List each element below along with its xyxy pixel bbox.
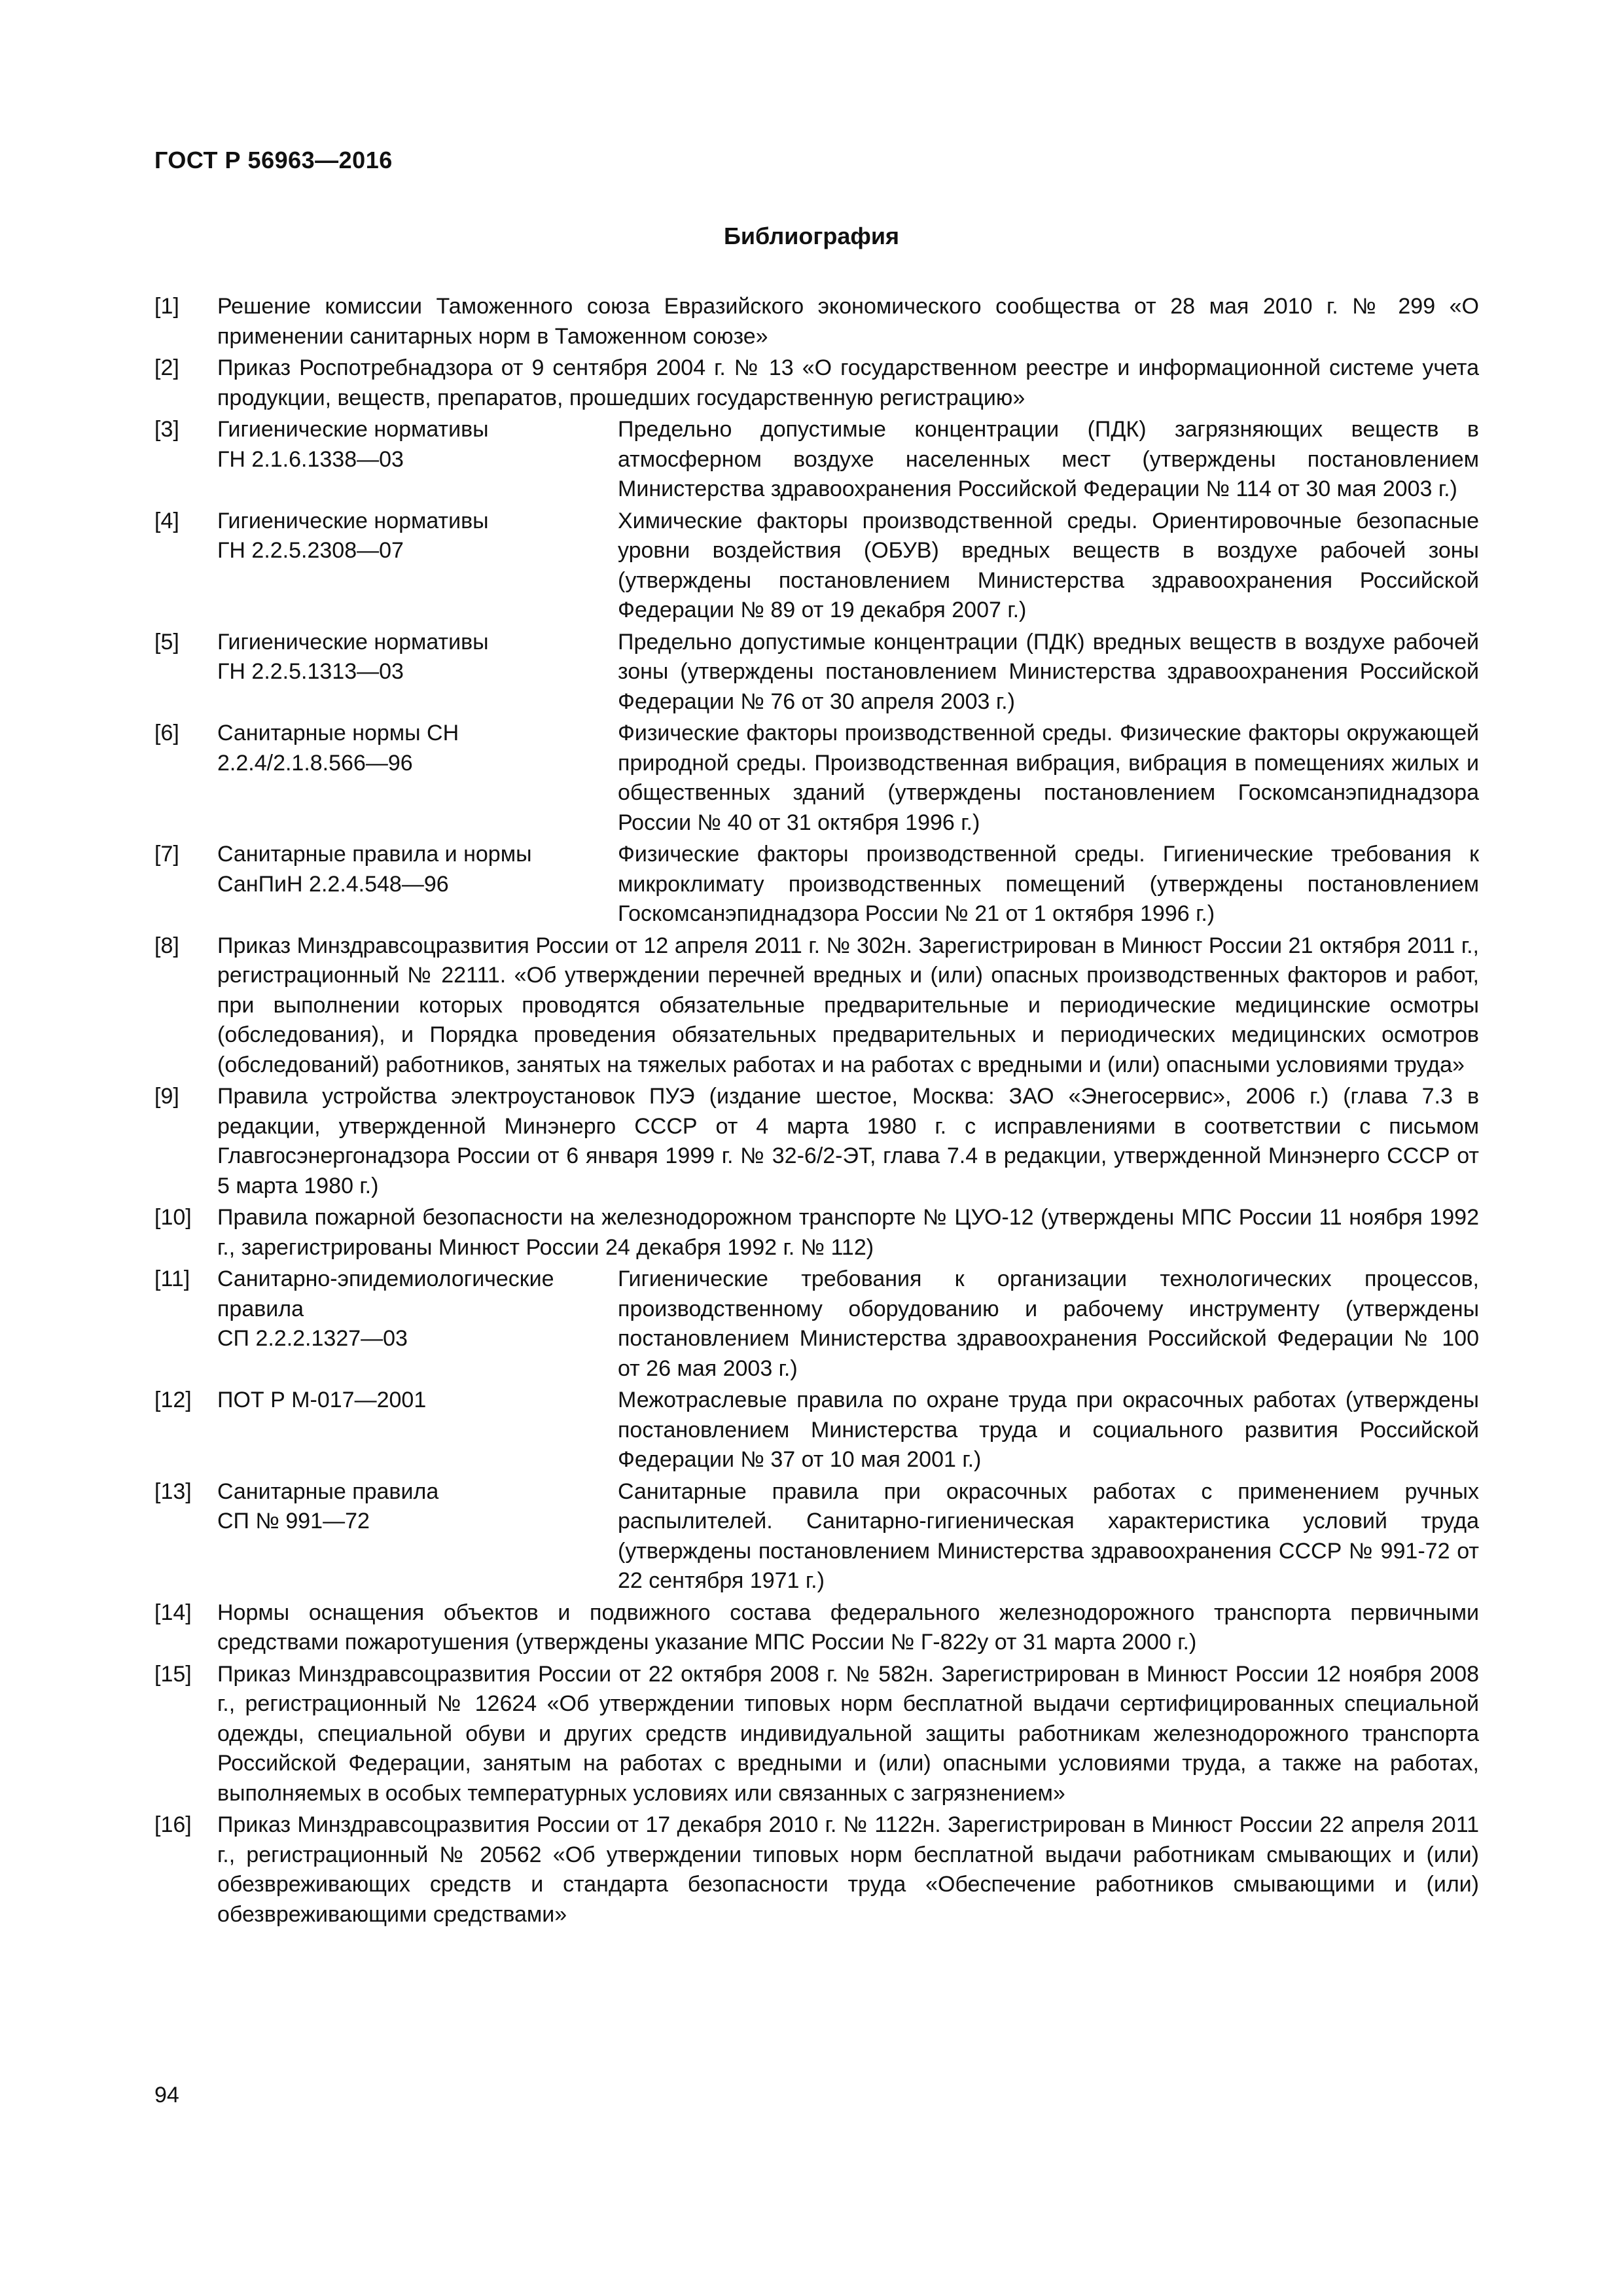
entry-description: Химические факторы производственной среды. Ориентировочные безопасные уровни воздействия (ОБУВ) вредных веществ в воздухе рабочей зоны (утверждены постановлением Министерства здравоохранения Российской Федерации № 89 от 19 декабря 2007 г.)	[618, 508, 1479, 622]
entry-document-line: ГН 2.2.5.2308—07	[217, 538, 404, 563]
entry-document	[217, 1477, 618, 1596]
entry-number: [11]	[154, 1266, 190, 1291]
bibliography-entry	[154, 415, 1479, 505]
entry-text: Приказ Минздравсоцразвития России от 12 апреля 2011 г. № 302н. Зарегистрирован в Минюст России 21 октября 2011 г., регистрационный № 22111. «Об утверждении перечней вредных и (или) опасных производственных факторов и работ, при выполнении которых проводятся обязательные предварительные и периодические медицинские осмотры (обследования), и Порядка проведения обязательных предварительных и периодических медицинских осмотров (обследований) работников, занятых на тяжелых работах и на работах с вредными и (или) опасными условиями труда»	[217, 933, 1479, 1077]
entry-number: [1]	[154, 294, 179, 319]
entry-document	[217, 1265, 618, 1384]
bibliography-entry	[154, 1082, 1479, 1201]
entry-document	[217, 507, 618, 626]
entry-number: [7]	[154, 842, 179, 867]
entry-document	[217, 1386, 618, 1475]
entry-document-line: 2.2.4/2.1.8.566—96	[217, 750, 413, 776]
bibliography-entry	[154, 719, 1479, 838]
entry-number: [9]	[154, 1084, 179, 1109]
entry-number: [6]	[154, 721, 179, 745]
entry-text: Приказ Минздравсоцразвития России от 22 октября 2008 г. № 582н. Зарегистрирован в Минюст России 12 ноября 2008 г., регистрационный № 12624 «Об утверждении типовых норм бесплатной выдачи сертифицированных специальной одежды, специальной обуви и других средств индивидуальной защиты работникам железнодорожного транспорта Российской Федерации, занятым на работах с вредными и (или) опасными условиями труда, а также на работах, выполняемых в особых температурных условиях или связанных с загрязнением»	[217, 1661, 1479, 1806]
bibliography-entry	[154, 628, 1479, 717]
entry-document	[217, 628, 618, 717]
entry-description: Физические факторы производственной среды. Гигиенические требования к микроклимату производственных помещений (утверждены постановлением Госкомсанэпиднадзора России № 21 от 1 октября 1996 г.)	[618, 842, 1479, 926]
entry-description: Межотраслевые правила по охране труда при окрасочных работах (утверждены постановлением Министерства труда и социального развития Российской Федерации № 37 от 10 мая 2001 г.)	[618, 1388, 1479, 1472]
entry-document-line: Санитарные нормы СН	[217, 721, 459, 745]
entry-number: [15]	[154, 1661, 192, 1687]
entry-number: [8]	[154, 933, 179, 958]
bibliography-entry	[154, 1810, 1479, 1929]
bibliography-entry	[154, 931, 1479, 1081]
bibliography-entry	[154, 1386, 1479, 1475]
entry-text: Правила устройства электроустановок ПУЭ (издание шестое, Москва: ЗАО «Энегосервис», 2006 г.) (глава 7.3 в редакции, утвержденной Минэнерго СССР от 4 марта 1980 г. с исправлениями в соответствии с письмом Главгосэнергонадзора России от 6 января 1999 г. № 32-6/2-ЭТ, глава 7.4 в редакции, утвержденной Минэнерго СССР от 5 марта 1980 г.)	[217, 1084, 1479, 1198]
bibliography-list	[154, 292, 1479, 1931]
entry-description: Физические факторы производственной среды. Физические факторы окружающей природной среды. Производственная вибрация, вибрация в помещениях жилых и общественных зданий (утверждены постановлением Госкомсанэпиднадзора России № 40 от 31 октября 1996 г.)	[618, 721, 1479, 835]
bibliography-entry	[154, 507, 1479, 626]
entry-document-line: Гигиенические нормативы	[217, 629, 489, 655]
entry-number: [3]	[154, 417, 179, 442]
entry-document-line: СП № 991—72	[217, 1509, 370, 1534]
entry-document-line: СанПиН 2.2.4.548—96	[217, 871, 449, 897]
bibliography-entry	[154, 1477, 1479, 1596]
entry-number: [16]	[154, 1812, 192, 1837]
bibliography-entry	[154, 840, 1479, 929]
entry-number: [12]	[154, 1388, 192, 1412]
entry-document-line: Гигиенические нормативы	[217, 417, 489, 442]
bibliography-entry	[154, 353, 1479, 413]
entry-document-line: ГН 2.2.5.1313—03	[217, 659, 404, 684]
entry-number: [2]	[154, 355, 179, 380]
entry-document	[217, 840, 618, 929]
entry-document	[217, 415, 618, 505]
entry-document-line: ПОТ Р М-017—2001	[217, 1388, 427, 1412]
section-title: Библиография	[724, 223, 899, 249]
entry-document-line: Санитарно-эпидемиологические	[217, 1266, 554, 1291]
entry-number: [13]	[154, 1479, 192, 1504]
bibliography-entry	[154, 1203, 1479, 1263]
entry-description: Предельно допустимые концентрации (ПДК) вредных веществ в воздухе рабочей зоны (утверждены постановлением Министерства здравоохранения Российской Федерации № 76 от 30 апреля 2003 г.)	[618, 629, 1479, 714]
entry-document	[217, 719, 618, 838]
entry-document-line: СП 2.2.2.1327—03	[217, 1326, 408, 1351]
entry-description: Гигиенические требования к организации технологических процессов, производственному оборудованию и рабочему инструменту (утверждены постановлением Министерства здравоохранения Российской Федерации № 100 от 26 мая 2003 г.)	[618, 1266, 1479, 1381]
entry-text: Приказ Минздравсоцразвития России от 17 декабря 2010 г. № 1122н. Зарегистрирован в Минюст России 22 апреля 2011 г., регистрационный № 20562 «Об утверждении типовых норм бесплатной выдачи работникам смывающих и (или) обезвреживающих средств и стандарта безопасности труда «Обеспечение работников смывающими и (или) обезвреживающими средствами»	[217, 1812, 1479, 1927]
document-code: ГОСТ Р 56963—2016	[154, 147, 393, 173]
entry-document-line: ГН 2.1.6.1338—03	[217, 446, 404, 472]
bibliography-entry	[154, 292, 1479, 351]
entry-number: [5]	[154, 629, 179, 655]
entry-description: Предельно допустимые концентрации (ПДК) загрязняющих веществ в атмосферном воздухе населенных мест (утверждены постановлением Министерства здравоохранения Российской Федерации № 114 от 30 мая 2003 г.)	[618, 417, 1479, 501]
entry-document-line: Гигиенические нормативы	[217, 508, 489, 533]
bibliography-entry	[154, 1660, 1479, 1809]
page-number: 94	[154, 2083, 179, 2108]
entry-text: Решение комиссии Таможенного союза Евразийского экономического сообщества от 28 мая 2010 г. № 299 «О применении санитарных норм в Таможенном союзе»	[217, 294, 1479, 349]
entry-text: Приказ Роспотребнадзора от 9 сентября 2004 г. № 13 «О государственном реестре и информационной системе учета продукции, веществ, препаратов, прошедших государственную регистрацию»	[217, 355, 1479, 410]
bibliography-entry	[154, 1265, 1479, 1384]
entry-description: Санитарные правила при окрасочных работах с применением ручных распылителей. Санитарно-гигиеническая характеристика условий труда (утверждены постановлением Министерства здравоохранения СССР № 991-72 от 22 сентября 1971 г.)	[618, 1479, 1479, 1593]
entry-document-line: Санитарные правила	[217, 1479, 439, 1504]
bibliography-entry	[154, 1598, 1479, 1658]
entry-text: Правила пожарной безопасности на железнодорожном транспорте № ЦУО-12 (утверждены МПС России 11 ноября 1992 г., зарегистрированы Минюст России 24 декабря 1992 г. № 112)	[217, 1205, 1479, 1260]
entry-text: Нормы оснащения объектов и подвижного состава федерального железнодорожного транспорта первичными средствами пожаротушения (утверждены указание МПС России № Г-822у от 31 марта 2000 г.)	[217, 1600, 1479, 1655]
entry-document-line: правила	[217, 1296, 304, 1321]
entry-number: [4]	[154, 508, 179, 533]
entry-document-line: Санитарные правила и нормы	[217, 842, 532, 867]
entry-number: [10]	[154, 1205, 192, 1230]
entry-number: [14]	[154, 1600, 192, 1625]
